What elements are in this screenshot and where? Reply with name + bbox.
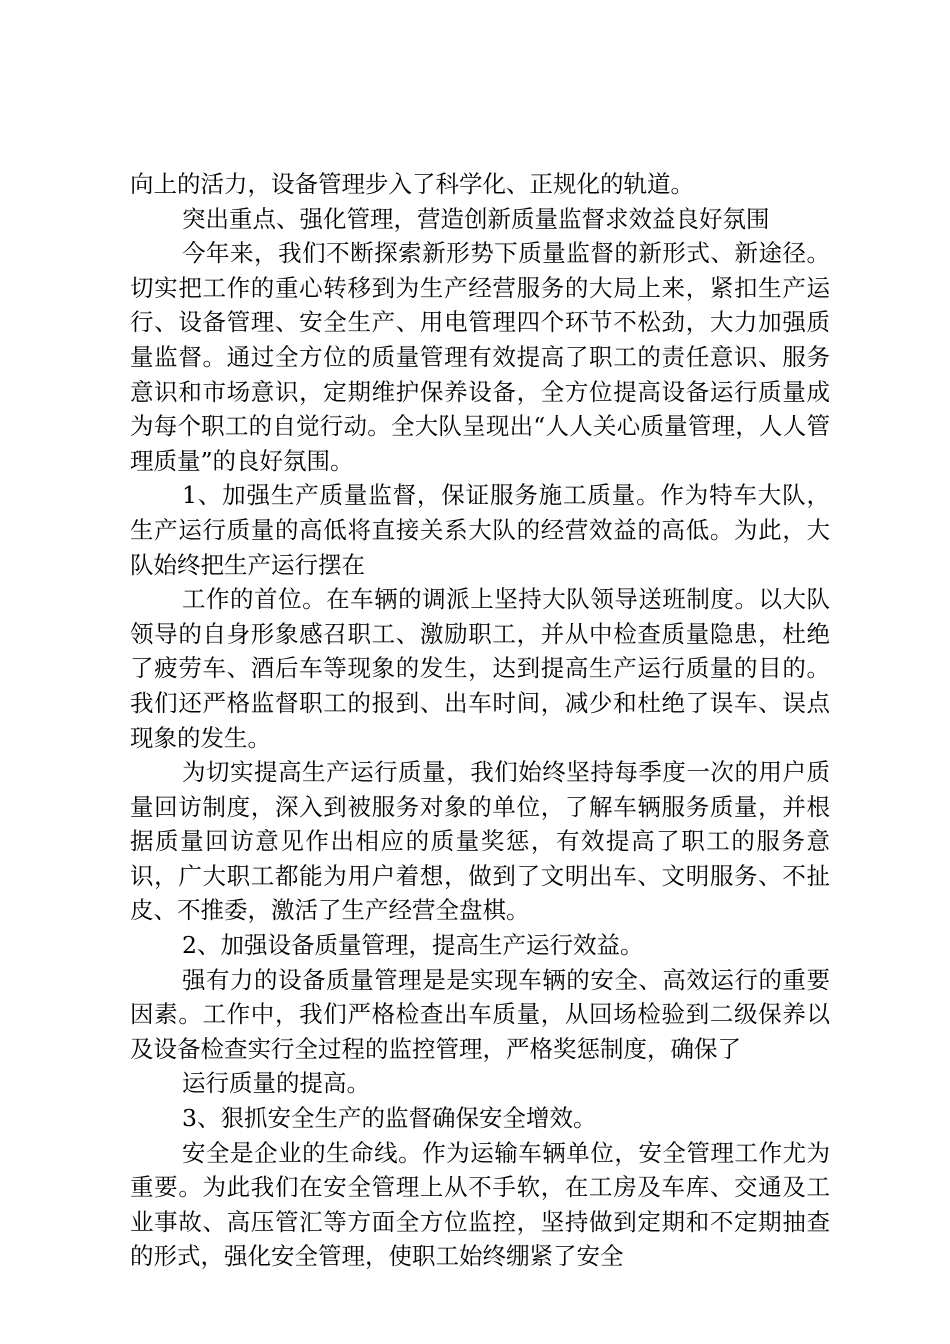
paragraph-9: 运行质量的提高。	[182, 1069, 370, 1098]
paragraph-6: 为切实提高生产运行质量，我们始终坚持每季度一次的用户质量回访制度，深入到被服务对象的单位，了解车辆服务质量，并根据质量回访意见作出相应的质量奖惩，有效提高了职工的服务意识，广大职工都能为用户着想，做到了文明出车、文明服务、不扯皮、不推委，激活了生产经营全盘棋。	[130, 758, 830, 925]
paragraph-item-1: 1、加强生产质量监督，保证服务施工质量。作为特车大队，生产运行质量的高低将直接关系大队的经营效益的高低。为此，大队始终把生产运行摆在	[130, 481, 830, 579]
section-heading-quality: 突出重点、强化管理，营造创新质量监督求效益良好氛围	[182, 204, 770, 233]
paragraph-item-3: 3、狠抓安全生产的监督确保安全增效。	[182, 1104, 597, 1133]
paragraph-3: 今年来，我们不断探索新形势下质量监督的新形式、新途径。切实把工作的重心转移到为生产经营服务的大局上来，紧扣生产运行、设备管理、安全生产、用电管理四个环节不松劲，大力加强质量监督。通过全方位的质量管理有效提高了职工的责任意识、服务意识和市场意识，定期维护保养设备，全方位提高设备运行质量成为每个职工的自觉行动。全大队呈现出“人人关心质量管理，人人管理质量”的良好氛围。	[130, 239, 830, 475]
paragraph-8: 强有力的设备质量管理是是实现车辆的安全、高效运行的重要因素。工作中，我们严格检查出车质量，从回场检验到二级保养以及设备检查实行全过程的监控管理，严格奖惩制度，确保了	[130, 965, 830, 1063]
paragraph-5: 工作的首位。在车辆的调派上坚持大队领导送班制度。以大队领导的自身形象感召职工、激励职工，并从中检查质量隐患，杜绝了疲劳车、酒后车等现象的发生，达到提高生产运行质量的目的。我们还严格监督职工的报到、出车时间，减少和杜绝了误车、误点现象的发生。	[130, 585, 830, 752]
paragraph-item-2: 2、加强设备质量管理，提高生产运行效益。	[182, 931, 644, 960]
paragraph-1: 向上的活力，设备管理步入了科学化、正规化的轨道。	[130, 170, 694, 198]
document-page	[130, 167, 830, 1274]
paragraph-11: 安全是企业的生命线。作为运输车辆单位，安全管理工作尤为重要。为此我们在安全管理上从不手软，在工房及车库、交通及工业事故、高压管汇等方面全方位监控，坚持做到定期和不定期抽查的形式，强化安全管理，使职工始终绷紧了安全	[130, 1138, 830, 1271]
